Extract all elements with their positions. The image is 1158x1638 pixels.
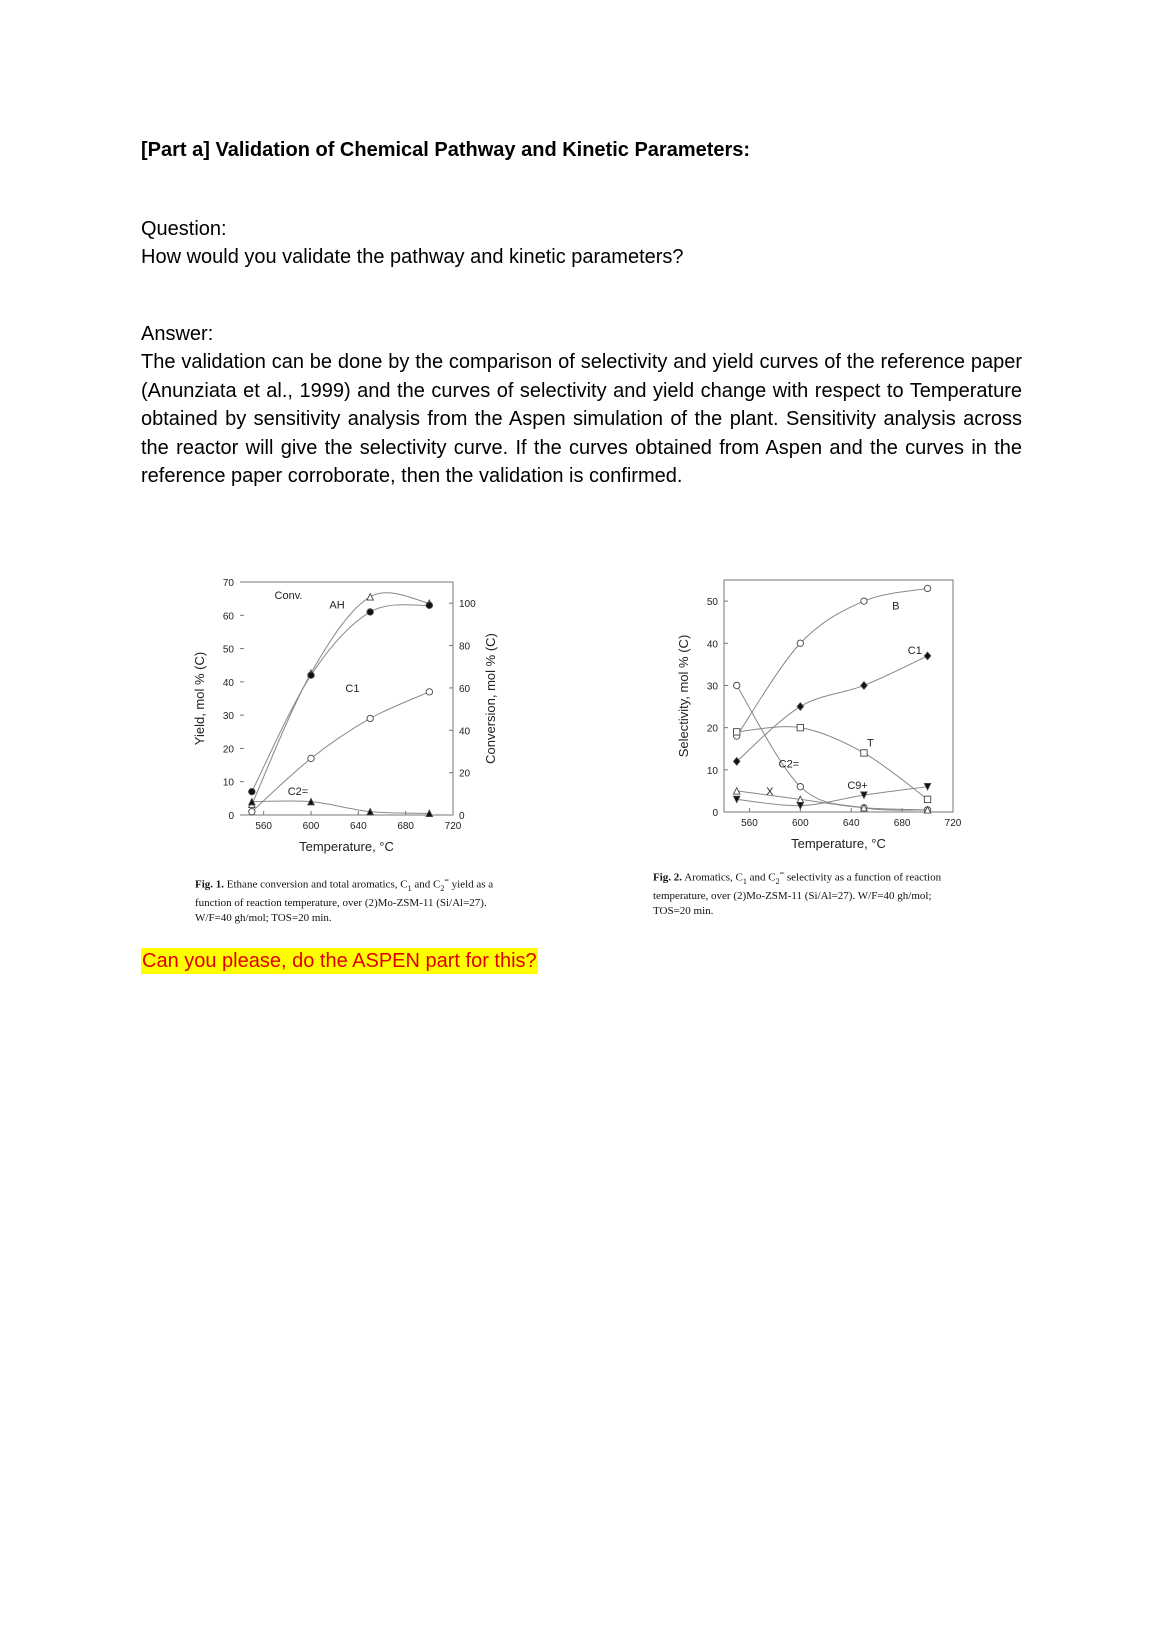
figure-2-caption-sub1: 1 <box>742 876 747 886</box>
y-tick-label: 0 <box>712 808 718 819</box>
y-tick-label: 40 <box>706 639 718 651</box>
y-tick-label: 70 <box>222 578 234 589</box>
y-axis-label: Selectivity, mol % (C) <box>676 634 691 758</box>
y2-tick-label: 20 <box>459 768 471 780</box>
data-point <box>308 755 314 761</box>
figure-1-caption-line2: function of reaction temperature, over (2)Mo-ZSM-11 (Si/Al=27). <box>195 896 487 909</box>
series-label: C1 <box>907 644 922 657</box>
series-X <box>734 788 931 813</box>
data-point <box>797 783 803 789</box>
x-tick-label: 720 <box>944 818 962 829</box>
x-tick-label: 680 <box>397 821 415 832</box>
data-point <box>861 750 867 756</box>
series-line <box>252 801 429 813</box>
data-point <box>797 724 803 730</box>
answer-label: Answer: <box>141 323 214 345</box>
x-tick-label: 680 <box>893 818 911 829</box>
x-tick-label: 600 <box>791 818 809 829</box>
figure-1-caption-sub1: 1 <box>407 883 412 893</box>
request-highlight-text: Can you please, do the ASPEN part for this? <box>142 950 537 972</box>
series-line <box>737 656 928 761</box>
x-tick-label: 560 <box>741 818 758 829</box>
y-tick-label: 60 <box>222 611 234 623</box>
data-point <box>924 652 930 660</box>
data-point <box>308 672 314 678</box>
series-B <box>734 585 931 739</box>
figure-2-caption-sup2: = <box>779 869 785 878</box>
series-C1 <box>249 689 433 815</box>
figure-2-caption-sub2: 2 <box>775 876 780 886</box>
figure-1-caption-prefix: Fig. 1. <box>195 878 225 891</box>
y-tick-label: 50 <box>706 597 718 609</box>
x-axis-label: Temperature, °C <box>791 836 886 851</box>
series-line <box>252 692 429 812</box>
figure-1-caption-line1: Ethane conversion and total aromatics, C <box>226 878 408 891</box>
question-label: Question: <box>141 218 227 240</box>
series-label: C9+ <box>847 779 868 792</box>
data-point <box>924 585 930 591</box>
figure-1-caption-sub2: 2 <box>440 883 445 893</box>
y2-tick-label: 40 <box>459 726 471 738</box>
y2-tick-label: 60 <box>459 683 471 695</box>
x-tick-label: 720 <box>444 821 462 832</box>
series-C1 <box>734 652 931 765</box>
figure-2-caption-line2: temperature, over (2)Mo-ZSM-11 (Si/Al=27). W/F=40 gh/mol; <box>653 889 932 902</box>
figure-2-caption-line1-mid: and C <box>746 871 776 884</box>
series-Conv. <box>249 593 433 808</box>
series-label: C2= <box>287 786 309 799</box>
x-tick-label: 640 <box>842 818 860 829</box>
y-tick-label: 40 <box>222 677 234 689</box>
y-tick-label: 50 <box>222 644 234 656</box>
y-tick-label: 20 <box>222 744 234 756</box>
series-C2= <box>734 682 931 813</box>
data-point <box>249 808 255 814</box>
figure-2-caption-prefix: Fig. 2. <box>653 871 683 884</box>
answer-paragraph: The validation can be done by the comparison of selectivity and yield curves of the reference paper (Anunziata et al., 1999) and the curves of selectivity and yield change with respect to Temperature obtained by sensitivity analysis from the Aspen simulation of the plant. Sensitivity analysis across the reactor will give the selectivity curve. If the curves obtained from Aspen and the curves in the reference paper corroborate, then the validation is confirmed. <box>141 351 1022 488</box>
data-point <box>797 640 803 646</box>
series-label: C1 <box>345 682 360 695</box>
x-tick-label: 560 <box>255 821 273 832</box>
figure-2-caption-line1-end: selectivity as a function of reaction <box>784 871 942 884</box>
data-point <box>249 789 255 795</box>
figure-2-caption <box>653 866 941 919</box>
y-tick-label: 10 <box>706 765 718 777</box>
series-line <box>252 605 429 792</box>
data-point <box>367 715 373 721</box>
data-point <box>861 598 867 604</box>
data-point <box>426 602 432 608</box>
plot-frame <box>724 580 953 812</box>
plot-frame <box>240 582 453 815</box>
series-label: C2= <box>778 758 800 771</box>
question-text: How would you validate the pathway and kinetic parameters? <box>141 246 684 268</box>
series-label: Conv. <box>274 589 303 602</box>
series-C9+ <box>734 783 931 808</box>
data-point <box>426 689 432 695</box>
figure-1-chart <box>192 560 535 860</box>
figure-1-caption-sup2: = <box>444 876 449 885</box>
y-tick-label: 30 <box>222 711 234 723</box>
y2-axis-label: Conversion, mol % (C) <box>483 633 498 764</box>
data-point <box>861 682 867 690</box>
figure-1-caption-line1-end: yield as a <box>448 878 494 891</box>
data-point <box>734 729 740 735</box>
y-tick-label: 0 <box>228 811 234 822</box>
y-tick-label: 10 <box>222 777 234 789</box>
y2-tick-label: 0 <box>459 811 465 822</box>
x-axis-label: Temperature, °C <box>299 839 394 854</box>
series-line <box>252 593 429 805</box>
figure-1-caption <box>195 873 493 926</box>
series-C2= <box>249 798 433 816</box>
figure-2-caption-line1: Aromatics, C <box>684 871 743 884</box>
series-label: B <box>892 600 900 613</box>
data-point <box>734 682 740 688</box>
y2-tick-label: 100 <box>459 599 476 611</box>
figure-1-caption-line3: W/F=40 gh/mol; TOS=20 min. <box>195 911 332 924</box>
series-AH <box>249 599 433 795</box>
data-point <box>924 796 930 802</box>
series-label: T <box>866 737 874 750</box>
y-axis-label: Yield, mol % (C) <box>192 651 207 746</box>
series-label: AH <box>329 599 345 612</box>
x-tick-label: 600 <box>302 821 320 832</box>
figure-2-caption-line3: TOS=20 min. <box>653 904 714 917</box>
data-point <box>797 703 803 711</box>
series-label: X <box>766 786 774 799</box>
y-tick-label: 20 <box>706 723 718 735</box>
figure-1-caption-line1-mid: and C <box>411 878 441 891</box>
x-tick-label: 640 <box>349 821 367 832</box>
y2-tick-label: 80 <box>459 641 471 653</box>
data-point <box>367 609 373 615</box>
figure-2-chart <box>650 560 990 860</box>
y-tick-label: 30 <box>706 681 718 693</box>
data-point <box>367 594 373 600</box>
section-heading: [Part a] Validation of Chemical Pathway and Kinetic Parameters: <box>141 139 751 161</box>
